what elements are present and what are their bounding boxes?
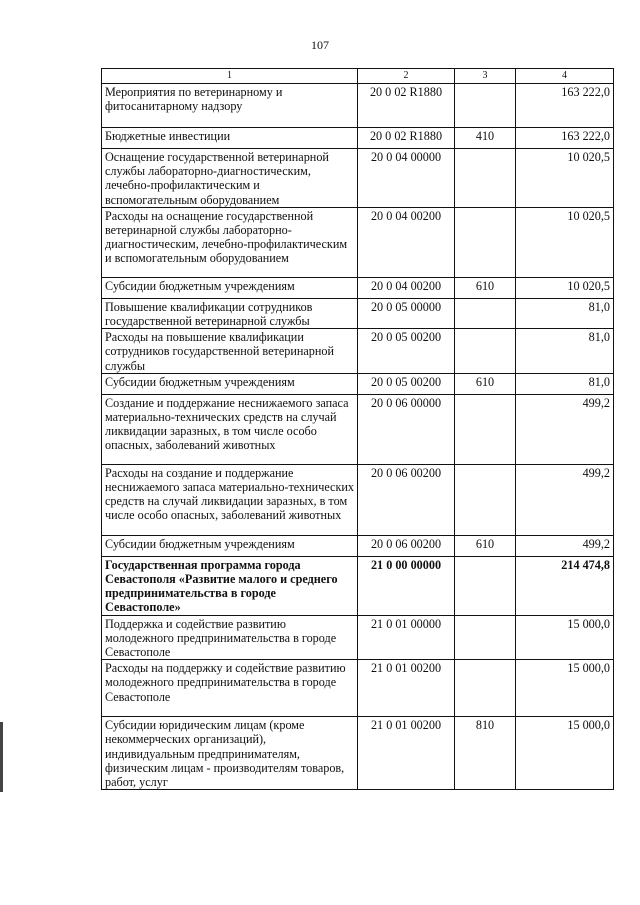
row-amount-cell: 81,0	[516, 298, 614, 328]
row-code-cell: 21 0 01 00200	[358, 717, 455, 790]
row-code-cell: 20 0 06 00200	[358, 464, 455, 535]
row-amount-cell: 163 222,0	[516, 128, 614, 149]
column-header-1: 1	[102, 69, 358, 84]
row-code-cell: 20 0 04 00200	[358, 207, 455, 277]
column-header-3: 3	[455, 69, 516, 84]
scan-edge-mark	[0, 722, 3, 792]
row-amount-cell: 15 000,0	[516, 717, 614, 790]
row-type-cell	[455, 660, 516, 717]
row-type-cell: 810	[455, 717, 516, 790]
row-code-cell: 20 0 06 00200	[358, 535, 455, 556]
row-type-cell	[455, 207, 516, 277]
row-name-cell: Расходы на повышение квалификации сотрудников государственной ветеринарной службы	[102, 329, 358, 374]
row-amount-cell: 15 000,0	[516, 615, 614, 660]
table-row	[102, 373, 614, 394]
row-code-cell: 20 0 04 00200	[358, 277, 455, 298]
row-amount-cell: 499,2	[516, 394, 614, 464]
table-row	[102, 277, 614, 298]
row-name-cell: Мероприятия по ветеринарному и фитосанитарному надзору	[102, 84, 358, 128]
row-code-cell: 21 0 01 00200	[358, 660, 455, 717]
table-row	[102, 149, 614, 208]
row-code-cell: 20 0 04 00000	[358, 149, 455, 208]
row-amount-cell: 81,0	[516, 373, 614, 394]
row-name-cell: Повышение квалификации сотрудников государственной ветеринарной службы	[102, 298, 358, 328]
row-name-cell: Субсидии бюджетным учреждениям	[102, 277, 358, 298]
row-type-cell	[455, 556, 516, 615]
table-row	[102, 556, 614, 615]
row-code-cell: 20 0 06 00000	[358, 394, 455, 464]
row-amount-cell: 10 020,5	[516, 277, 614, 298]
row-type-cell: 410	[455, 128, 516, 149]
row-amount-cell: 499,2	[516, 464, 614, 535]
row-name-cell: Создание и поддержание неснижаемого запаса материально-технических средств на случай ликвидации заразных, в том числе особо опасных, заболеваний животных	[102, 394, 358, 464]
table-row	[102, 717, 614, 790]
row-type-cell	[455, 298, 516, 328]
row-code-cell: 20 0 05 00000	[358, 298, 455, 328]
column-header-4: 4	[516, 69, 614, 84]
row-type-cell	[455, 615, 516, 660]
table-row	[102, 464, 614, 535]
column-header-2: 2	[358, 69, 455, 84]
budget-table-body	[102, 69, 614, 790]
row-name-cell: Бюджетные инвестиции	[102, 128, 358, 149]
table-row	[102, 298, 614, 328]
row-code-cell: 20 0 05 00200	[358, 329, 455, 374]
row-name-cell: Субсидии бюджетным учреждениям	[102, 373, 358, 394]
row-amount-cell: 81,0	[516, 329, 614, 374]
row-amount-cell: 163 222,0	[516, 84, 614, 128]
table-header-row	[102, 69, 614, 84]
row-type-cell: 610	[455, 535, 516, 556]
row-type-cell	[455, 394, 516, 464]
page-number: 107	[311, 38, 329, 52]
row-code-cell: 21 0 00 00000	[358, 556, 455, 615]
row-name-cell: Расходы на создание и поддержание неснижаемого запаса материально-технических средств на случай ликвидации заразных, в том числе особо опасных, заболеваний животных	[102, 464, 358, 535]
row-name-cell: Субсидии юридическим лицам (кроме некоммерческих организаций), индивидуальным предпринимателям, физическим лицам - производителям товаров, работ, услуг	[102, 717, 358, 790]
row-type-cell	[455, 329, 516, 374]
row-name-cell: Расходы на поддержку и содействие развитию молодежного предпринимательства в городе Севастополе	[102, 660, 358, 717]
table-row	[102, 615, 614, 660]
table-row	[102, 207, 614, 277]
table-row	[102, 128, 614, 149]
row-code-cell: 20 0 02 R1880	[358, 84, 455, 128]
row-type-cell	[455, 149, 516, 208]
budget-table	[101, 68, 614, 790]
table-row	[102, 535, 614, 556]
row-name-cell: Субсидии бюджетным учреждениям	[102, 535, 358, 556]
table-row	[102, 660, 614, 717]
row-name-cell: Оснащение государственной ветеринарной службы лабораторно-диагностическим, лечебно-профилактическим и вспомогательным оборудованием	[102, 149, 358, 208]
row-type-cell	[455, 464, 516, 535]
row-name-cell: Поддержка и содействие развитию молодежного предпринимательства в городе Севастополе	[102, 615, 358, 660]
row-amount-cell: 214 474,8	[516, 556, 614, 615]
table-row	[102, 84, 614, 128]
row-code-cell: 20 0 02 R1880	[358, 128, 455, 149]
row-amount-cell: 10 020,5	[516, 207, 614, 277]
row-type-cell	[455, 84, 516, 128]
row-amount-cell: 15 000,0	[516, 660, 614, 717]
table-row	[102, 394, 614, 464]
row-type-cell: 610	[455, 277, 516, 298]
row-name-cell: Государственная программа города Севастополя «Развитие малого и среднего предпринимательства в городе Севастополе»	[102, 556, 358, 615]
table-row	[102, 329, 614, 374]
row-code-cell: 20 0 05 00200	[358, 373, 455, 394]
row-amount-cell: 10 020,5	[516, 149, 614, 208]
row-name-cell: Расходы на оснащение государственной ветеринарной службы лабораторно-диагностическим, лечебно-профилактическим и вспомогательным оборудованием	[102, 207, 358, 277]
row-type-cell: 610	[455, 373, 516, 394]
row-code-cell: 21 0 01 00000	[358, 615, 455, 660]
row-amount-cell: 499,2	[516, 535, 614, 556]
